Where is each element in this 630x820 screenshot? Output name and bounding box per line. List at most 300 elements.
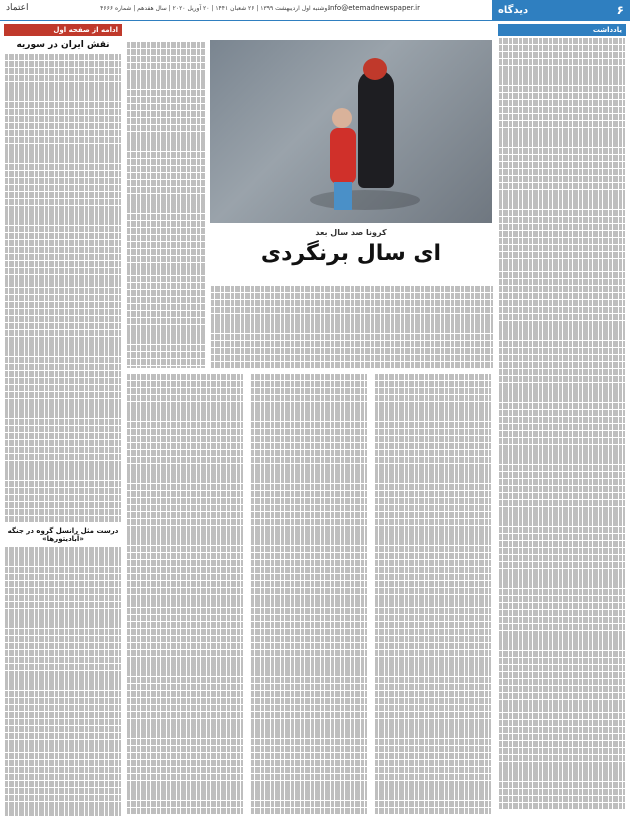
text-line	[251, 705, 367, 711]
text-line	[251, 574, 367, 580]
text-line	[251, 484, 367, 490]
text-line	[499, 334, 625, 340]
text-line	[5, 185, 121, 191]
text-line	[499, 362, 625, 368]
text-line	[251, 546, 367, 552]
text-line	[127, 374, 243, 380]
text-line	[5, 746, 121, 752]
text-line	[127, 698, 243, 704]
text-line	[499, 59, 625, 65]
text-line	[499, 796, 625, 802]
text-line	[127, 42, 205, 48]
text-line	[375, 546, 491, 552]
text-line	[499, 410, 625, 416]
text-line	[499, 79, 625, 85]
text-line	[5, 574, 121, 580]
text-line	[5, 488, 121, 494]
text-line	[499, 575, 625, 581]
text-line	[499, 507, 625, 513]
text-line	[5, 206, 121, 212]
text-line	[5, 378, 121, 384]
text-line	[127, 505, 243, 511]
text-line	[5, 698, 121, 704]
column-label-note: یادداشت	[498, 24, 626, 36]
text-line	[499, 672, 625, 678]
text-line	[251, 581, 367, 587]
text-line	[211, 348, 493, 354]
text-line	[251, 429, 367, 435]
text-line	[127, 318, 205, 324]
email-address[interactable]: Info@etemadnewspaper.ir	[327, 4, 420, 12]
text-line	[375, 457, 491, 463]
text-line	[499, 465, 625, 471]
text-line	[499, 100, 625, 106]
text-line	[127, 304, 205, 310]
text-line	[499, 396, 625, 402]
text-line	[127, 753, 243, 759]
text-line	[5, 609, 121, 615]
text-line	[499, 624, 625, 630]
text-line	[211, 362, 493, 368]
text-line	[375, 477, 491, 483]
text-line	[127, 794, 243, 800]
text-line	[127, 636, 243, 642]
text-line	[251, 650, 367, 656]
text-line	[127, 388, 243, 394]
text-line	[127, 256, 205, 262]
text-line	[251, 808, 367, 814]
text-line	[5, 767, 121, 773]
text-line	[251, 408, 367, 414]
section-name: دیدگاه	[498, 4, 529, 16]
text-line	[375, 436, 491, 442]
text-line	[251, 595, 367, 601]
text-line	[251, 560, 367, 566]
text-line	[5, 440, 121, 446]
text-line	[499, 445, 625, 451]
text-line	[127, 808, 243, 814]
left-body-text-1	[4, 52, 122, 525]
text-line	[499, 631, 625, 637]
text-line	[499, 782, 625, 788]
text-line	[5, 137, 121, 143]
text-line	[375, 505, 491, 511]
text-line	[127, 684, 243, 690]
text-line	[211, 355, 493, 361]
article-body-col-1	[374, 372, 492, 816]
text-line	[375, 787, 491, 793]
text-line	[127, 670, 243, 676]
text-line	[5, 595, 121, 601]
text-line	[5, 781, 121, 787]
text-line	[127, 83, 205, 89]
text-line	[499, 651, 625, 657]
text-line	[251, 684, 367, 690]
text-line	[5, 144, 121, 150]
text-line	[251, 774, 367, 780]
text-line	[127, 97, 205, 103]
text-line	[5, 740, 121, 746]
text-line	[211, 327, 493, 333]
text-line	[127, 228, 205, 234]
text-line	[127, 366, 205, 368]
text-line	[375, 567, 491, 573]
text-line	[375, 767, 491, 773]
text-line	[499, 141, 625, 147]
text-line	[499, 748, 625, 754]
text-line	[375, 774, 491, 780]
text-line	[375, 615, 491, 621]
text-line	[499, 252, 625, 258]
text-line	[499, 169, 625, 175]
text-line	[127, 345, 205, 351]
text-line	[5, 560, 121, 566]
text-line	[251, 615, 367, 621]
text-line	[375, 698, 491, 704]
text-line	[127, 56, 205, 62]
text-line	[499, 66, 625, 72]
text-line	[127, 787, 243, 793]
text-line	[127, 677, 243, 683]
text-line	[5, 412, 121, 418]
text-line	[499, 768, 625, 774]
text-line	[127, 519, 243, 525]
text-line	[375, 801, 491, 807]
text-line	[5, 178, 121, 184]
text-line	[499, 196, 625, 202]
text-line	[251, 374, 367, 380]
text-line	[127, 104, 205, 110]
text-line	[375, 491, 491, 497]
text-line	[251, 457, 367, 463]
text-line	[127, 526, 243, 532]
text-line	[251, 443, 367, 449]
text-line	[251, 622, 367, 628]
text-line	[5, 102, 121, 108]
text-line	[251, 801, 367, 807]
text-line	[499, 596, 625, 602]
text-line	[127, 436, 243, 442]
text-line	[127, 712, 243, 718]
text-line	[375, 526, 491, 532]
text-line	[499, 527, 625, 533]
text-line	[5, 602, 121, 608]
text-line	[127, 408, 243, 414]
page-number: ۶	[616, 3, 624, 17]
text-line	[127, 125, 205, 131]
text-line	[5, 726, 121, 732]
text-line	[499, 741, 625, 747]
text-line	[5, 171, 121, 177]
text-line	[211, 293, 493, 299]
article-photo	[210, 40, 492, 223]
text-line	[251, 395, 367, 401]
text-line	[5, 357, 121, 363]
text-line	[5, 219, 121, 225]
text-line	[5, 808, 121, 814]
text-line	[251, 767, 367, 773]
page-header	[0, 0, 630, 20]
text-line	[375, 636, 491, 642]
text-line	[5, 461, 121, 467]
text-line	[499, 86, 625, 92]
text-line	[5, 622, 121, 628]
text-line	[127, 269, 205, 275]
text-line	[499, 679, 625, 685]
text-line	[127, 650, 243, 656]
text-line	[499, 383, 625, 389]
text-line	[5, 516, 121, 522]
text-line	[251, 760, 367, 766]
text-line	[127, 691, 243, 697]
text-line	[127, 290, 205, 296]
text-line	[127, 574, 243, 580]
photo-child-figure	[330, 128, 356, 184]
text-line	[5, 419, 121, 425]
text-line	[127, 221, 205, 227]
text-line	[5, 447, 121, 453]
text-line	[375, 374, 491, 380]
text-line	[5, 657, 121, 663]
text-line	[5, 760, 121, 766]
text-line	[5, 433, 121, 439]
text-line	[5, 88, 121, 94]
text-line	[499, 286, 625, 292]
text-line	[251, 464, 367, 470]
text-line	[375, 595, 491, 601]
text-line	[127, 457, 243, 463]
text-line	[127, 235, 205, 241]
text-line	[499, 38, 625, 44]
text-line	[127, 781, 243, 787]
text-line	[375, 402, 491, 408]
text-line	[211, 341, 493, 347]
text-line	[5, 705, 121, 711]
right-column	[498, 24, 626, 816]
text-line	[499, 314, 625, 320]
text-line	[499, 541, 625, 547]
text-line	[375, 429, 491, 435]
text-line	[375, 725, 491, 731]
text-line	[375, 601, 491, 607]
text-line	[5, 719, 121, 725]
text-line	[127, 118, 205, 124]
text-line	[127, 732, 243, 738]
text-line	[499, 369, 625, 375]
text-line	[251, 794, 367, 800]
text-line	[499, 210, 625, 216]
text-line	[127, 588, 243, 594]
text-line	[127, 381, 243, 387]
text-line	[375, 746, 491, 752]
text-line	[251, 491, 367, 497]
text-line	[127, 608, 243, 614]
text-line	[375, 408, 491, 414]
text-line	[251, 753, 367, 759]
text-line	[499, 217, 625, 223]
text-line	[5, 95, 121, 101]
text-line	[251, 643, 367, 649]
text-line	[251, 670, 367, 676]
text-line	[499, 348, 625, 354]
text-line	[499, 231, 625, 237]
text-line	[5, 309, 121, 315]
text-line	[211, 314, 493, 320]
text-line	[251, 388, 367, 394]
text-line	[211, 307, 493, 313]
text-line	[127, 657, 243, 663]
text-line	[127, 498, 243, 504]
text-line	[499, 279, 625, 285]
text-line	[499, 417, 625, 423]
text-line	[5, 240, 121, 246]
text-line	[499, 486, 625, 492]
text-line	[5, 691, 121, 697]
text-line	[375, 553, 491, 559]
text-line	[5, 343, 121, 349]
text-line	[251, 402, 367, 408]
text-line	[251, 450, 367, 456]
text-line	[127, 242, 205, 248]
left-body-text-2	[4, 545, 122, 816]
text-line	[375, 512, 491, 518]
text-line	[5, 275, 121, 281]
text-line	[251, 601, 367, 607]
text-line	[375, 794, 491, 800]
text-line	[5, 454, 121, 460]
text-line	[375, 395, 491, 401]
text-line	[499, 300, 625, 306]
text-line	[5, 226, 121, 232]
text-line	[499, 272, 625, 278]
text-line	[375, 622, 491, 628]
text-line	[127, 719, 243, 725]
text-line	[499, 686, 625, 692]
text-line	[251, 746, 367, 752]
text-line	[5, 150, 121, 156]
text-line	[375, 560, 491, 566]
text-line	[375, 588, 491, 594]
text-line	[499, 610, 625, 616]
text-line	[127, 464, 243, 470]
text-line	[127, 49, 205, 55]
text-line	[5, 268, 121, 274]
text-line	[127, 132, 205, 138]
text-line	[127, 214, 205, 220]
text-line	[499, 617, 625, 623]
text-line	[127, 166, 205, 172]
text-line	[127, 194, 205, 200]
text-line	[127, 443, 243, 449]
text-line	[5, 330, 121, 336]
text-line	[127, 601, 243, 607]
text-line	[5, 788, 121, 794]
text-line	[5, 109, 121, 115]
text-line	[5, 192, 121, 198]
text-line	[251, 691, 367, 697]
text-line	[499, 803, 625, 809]
text-line	[375, 629, 491, 635]
text-line	[251, 505, 367, 511]
text-line	[251, 519, 367, 525]
text-line	[5, 130, 121, 136]
text-line	[127, 90, 205, 96]
text-line	[499, 458, 625, 464]
text-line	[127, 767, 243, 773]
left-column	[4, 24, 122, 816]
text-line	[499, 548, 625, 554]
text-line	[5, 61, 121, 67]
text-line	[127, 429, 243, 435]
text-line	[127, 801, 243, 807]
text-line	[127, 395, 243, 401]
text-line	[251, 629, 367, 635]
text-line	[375, 684, 491, 690]
text-line	[499, 265, 625, 271]
text-line	[251, 636, 367, 642]
text-line	[499, 114, 625, 120]
text-line	[251, 498, 367, 504]
text-line	[5, 567, 121, 573]
text-line	[127, 283, 205, 289]
text-line	[499, 245, 625, 251]
text-line	[499, 203, 625, 209]
text-line	[127, 331, 205, 337]
note-body-text	[498, 36, 626, 812]
text-line	[375, 539, 491, 545]
text-line	[127, 249, 205, 255]
text-line	[5, 247, 121, 253]
text-line	[251, 732, 367, 738]
text-line	[499, 755, 625, 761]
text-line	[375, 732, 491, 738]
text-line	[499, 693, 625, 699]
text-line	[5, 650, 121, 656]
text-line	[5, 629, 121, 635]
text-line	[127, 173, 205, 179]
text-line	[5, 116, 121, 122]
text-line	[499, 327, 625, 333]
text-line	[499, 72, 625, 78]
article-headline-area	[210, 228, 492, 266]
text-line	[5, 157, 121, 163]
text-line	[499, 479, 625, 485]
text-line	[127, 643, 243, 649]
text-line	[5, 426, 121, 432]
text-line	[375, 691, 491, 697]
text-line	[375, 808, 491, 814]
photo-child-legs	[334, 182, 352, 210]
text-line	[375, 519, 491, 525]
text-line	[5, 405, 121, 411]
text-line	[5, 350, 121, 356]
text-line	[5, 323, 121, 329]
text-line	[499, 389, 625, 395]
text-line	[127, 338, 205, 344]
text-line	[251, 539, 367, 545]
photo-shadow	[310, 190, 420, 210]
text-line	[375, 643, 491, 649]
text-line	[251, 781, 367, 787]
text-line	[5, 164, 121, 170]
text-line	[127, 622, 243, 628]
text-line	[5, 75, 121, 81]
text-line	[499, 727, 625, 733]
text-line	[127, 725, 243, 731]
article-headline: ای سال برنگردی	[260, 241, 442, 266]
text-line	[5, 364, 121, 370]
text-line	[127, 159, 205, 165]
